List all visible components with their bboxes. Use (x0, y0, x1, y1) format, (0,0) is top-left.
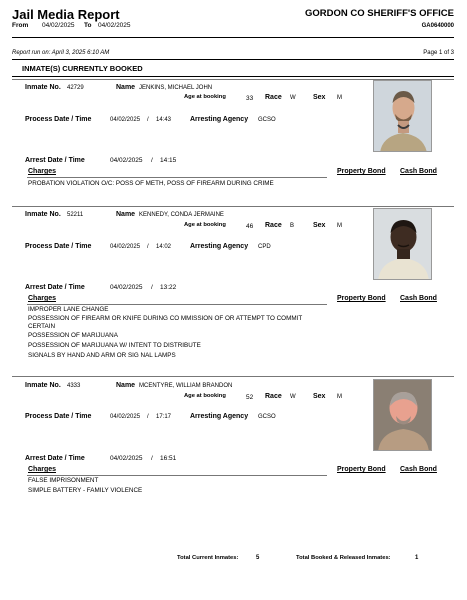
report-title: Jail Media Report (12, 7, 120, 22)
mugshot-photo (373, 208, 432, 280)
charges-header: Charges (28, 168, 57, 175)
section-divider (12, 59, 454, 60)
charges-header: Charges (28, 466, 57, 473)
age-value: 33 (246, 95, 254, 102)
age-label: Age at booking (184, 393, 226, 399)
charge-item: POSSESSION OF MARIJUANA W/ INTENT TO DISTRIBUTE (28, 342, 201, 349)
header-divider (12, 37, 454, 38)
property-bond-header: Property Bond (337, 295, 386, 302)
arrest-time-value: 14:15 (160, 157, 177, 164)
arrest-date-label: Arrest Date / Time (25, 455, 85, 462)
from-date: 04/02/2025 (42, 22, 75, 29)
sex-value: M (337, 394, 342, 400)
race-value: W (290, 95, 296, 101)
arresting-agency-value: CPD (258, 244, 271, 250)
sex-value: M (337, 95, 342, 101)
cash-bond-header: Cash Bond (400, 295, 437, 302)
record-divider (12, 206, 454, 207)
to-date: 04/02/2025 (98, 22, 131, 29)
age-value: 52 (246, 394, 254, 401)
arrest-date-value: 04/02/2025 (110, 157, 143, 164)
section-underline (12, 76, 454, 77)
total-booked-label: Total Booked & Released Inmates: (296, 555, 391, 561)
age-label: Age at booking (184, 94, 226, 100)
inmate-no-value: 42729 (67, 85, 84, 91)
charge-item: SIMPLE BATTERY - FAMILY VIOLENCE (28, 487, 143, 494)
inmate-no-label: Inmate No. (25, 84, 61, 91)
race-value: B (290, 223, 295, 229)
total-current-label: Total Current Inmates: (177, 555, 239, 561)
charge-item: CERTAIN (28, 323, 56, 330)
arrest-time-value: 16:51 (160, 455, 177, 462)
arresting-agency-label: Arresting Agency (190, 243, 249, 250)
charge-item: PROBATION VIOLATION O/C: POSS OF METH, POSS OF FIREARM DURING CRIME (28, 180, 274, 187)
report-run-on: Report run on: April 3, 2025 6:10 AM (12, 50, 110, 56)
inmate-no-value: 4333 (67, 383, 81, 389)
from-label: From (12, 22, 29, 29)
process-date-label: Process Date / Time (25, 243, 92, 250)
arresting-agency-label: Arresting Agency (190, 116, 249, 123)
page-number: Page 1 of 3 (423, 50, 454, 56)
process-time-value: 14:02 (156, 244, 172, 250)
arrest-date-value: 04/02/2025 (110, 455, 143, 462)
process-date-label: Process Date / Time (25, 413, 92, 420)
total-current-value: 5 (256, 555, 260, 561)
inmate-name: MCENTYRE, WILLIAM BRANDON (139, 383, 233, 389)
arrest-date-label: Arrest Date / Time (25, 284, 85, 291)
process-date-label: Process Date / Time (25, 116, 92, 123)
ori-code: GA0640000 (421, 23, 454, 29)
cash-bond-header: Cash Bond (400, 168, 437, 175)
name-label: Name (116, 382, 136, 389)
office-name: GORDON CO SHERIFF'S OFFICE (305, 8, 454, 19)
process-time-value: 17:17 (156, 414, 172, 420)
name-label: Name (116, 211, 136, 218)
total-booked-value: 1 (415, 555, 419, 561)
inmate-no-label: Inmate No. (25, 211, 61, 218)
property-bond-header: Property Bond (337, 168, 386, 175)
process-date-value: 04/02/2025 (110, 244, 141, 250)
process-date-value: 04/02/2025 (110, 414, 141, 420)
arrest-date-label: Arrest Date / Time (25, 157, 85, 164)
section-title: INMATE(S) CURRENTLY BOOKED (22, 64, 143, 73)
charge-item: IMPROPER LANE CHANGE (28, 306, 109, 313)
inmate-name: JENKINS, MICHAEL JOHN (139, 85, 213, 91)
mugshot-photo (373, 379, 432, 451)
age-label: Age at booking (184, 222, 226, 228)
arresting-agency-value: GCSO (258, 117, 276, 123)
charge-item: SIGNALS BY HAND AND ARM OR SIG NAL LAMPS (28, 352, 176, 359)
inmate-no-value: 52211 (67, 212, 84, 218)
sex-label: Sex (313, 222, 326, 229)
name-label: Name (116, 84, 136, 91)
charge-item: FALSE IMPRISONMENT (28, 477, 99, 484)
arrest-time-value: 13:22 (160, 284, 177, 291)
arresting-agency-value: GCSO (258, 414, 276, 420)
inmate-no-label: Inmate No. (25, 382, 61, 389)
race-label: Race (265, 94, 282, 101)
race-label: Race (265, 222, 282, 229)
process-date-value: 04/02/2025 (110, 117, 141, 123)
arrest-date-value: 04/02/2025 (110, 284, 143, 291)
record-divider (12, 376, 454, 377)
charges-header: Charges (28, 295, 57, 302)
inmate-name: KENNEDY, CONDA JERMAINE (139, 212, 224, 218)
charge-item: POSSESSION OF FIREARM OR KNIFE DURING CO MMISSION OF OR ATTEMPT TO COMMIT (28, 315, 303, 322)
sex-label: Sex (313, 393, 326, 400)
race-label: Race (265, 393, 282, 400)
race-value: W (290, 394, 296, 400)
cash-bond-header: Cash Bond (400, 466, 437, 473)
mugshot-photo (373, 80, 432, 152)
sex-label: Sex (313, 94, 326, 101)
property-bond-header: Property Bond (337, 466, 386, 473)
charge-item: POSSESSION OF MARIJUANA (28, 332, 118, 339)
arresting-agency-label: Arresting Agency (190, 413, 249, 420)
sex-value: M (337, 223, 342, 229)
age-value: 46 (246, 223, 254, 230)
process-time-value: 14:43 (156, 117, 172, 123)
to-label: To (84, 22, 92, 29)
